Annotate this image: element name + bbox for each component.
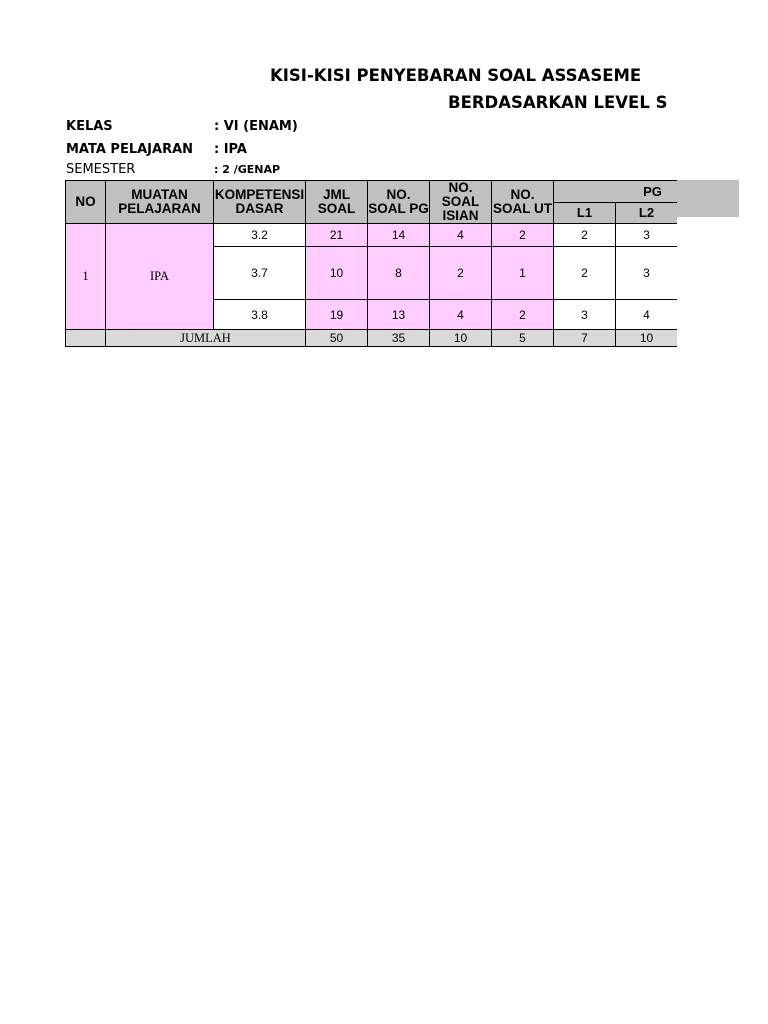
header-kd: KOMPETENSI DASAR bbox=[214, 181, 306, 224]
header-jml: JML SOAL bbox=[306, 181, 368, 224]
header-no: NO bbox=[66, 181, 106, 224]
semester-label: SEMESTER bbox=[66, 162, 136, 177]
mapel-label: MATA PELAJARAN bbox=[66, 142, 194, 157]
table-row bbox=[66, 224, 678, 247]
total-label: JUMLAH bbox=[106, 330, 306, 347]
cell-ut: 2 bbox=[492, 224, 554, 247]
cell-muatan: IPA bbox=[106, 224, 214, 330]
cell-no: 1 bbox=[66, 224, 106, 330]
kisi-kisi-table bbox=[65, 180, 677, 347]
header-ut: NO. SOAL UT bbox=[492, 181, 554, 224]
total-jml: 50 bbox=[306, 330, 368, 347]
total-isian: 10 bbox=[430, 330, 492, 347]
cell-pg: 14 bbox=[368, 224, 430, 247]
cell-kd: 3.8 bbox=[214, 300, 306, 330]
cell-l1: 2 bbox=[554, 247, 616, 300]
cell-kd: 3.2 bbox=[214, 224, 306, 247]
cell-ut: 1 bbox=[492, 247, 554, 300]
cell-ut: 2 bbox=[492, 300, 554, 330]
cell-jml: 21 bbox=[306, 224, 368, 247]
cell-l2: 3 bbox=[616, 224, 678, 247]
cell-l1: 2 bbox=[554, 224, 616, 247]
title-line-2: BERDASARKAN LEVEL S bbox=[448, 93, 668, 112]
cell-pg: 8 bbox=[368, 247, 430, 300]
header-pg-group: PG bbox=[554, 181, 678, 203]
semester-value: : 2 /GENAP bbox=[214, 163, 281, 176]
cell-l2: 4 bbox=[616, 300, 678, 330]
header-isian: NO. SOAL ISIAN bbox=[430, 181, 492, 224]
header-pg: NO. SOAL PG bbox=[368, 181, 430, 224]
cell-jml: 19 bbox=[306, 300, 368, 330]
header-gray-band bbox=[677, 180, 739, 217]
meta-kelas bbox=[66, 119, 298, 134]
cell-isian: 4 bbox=[430, 224, 492, 247]
total-row bbox=[66, 330, 678, 347]
cell-isian: 4 bbox=[430, 300, 492, 330]
header-muatan: MUATAN PELAJARAN bbox=[106, 181, 214, 224]
kelas-label: KELAS bbox=[66, 119, 113, 134]
title-line-1: KISI-KISI PENYEBARAN SOAL ASSASEME bbox=[270, 66, 642, 85]
meta-semester bbox=[66, 162, 280, 177]
total-ut: 5 bbox=[492, 330, 554, 347]
header-l1: L1 bbox=[554, 203, 616, 224]
mapel-value: : IPA bbox=[214, 142, 247, 157]
cell-pg: 13 bbox=[368, 300, 430, 330]
cell-isian: 2 bbox=[430, 247, 492, 300]
kelas-value: : VI (ENAM) bbox=[214, 119, 298, 134]
header-l2: L2 bbox=[616, 203, 678, 224]
total-no-blank bbox=[66, 330, 106, 347]
total-pg: 35 bbox=[368, 330, 430, 347]
total-l1: 7 bbox=[554, 330, 616, 347]
cell-l1: 3 bbox=[554, 300, 616, 330]
meta-mapel bbox=[66, 142, 247, 157]
cell-kd: 3.7 bbox=[214, 247, 306, 300]
cell-l2: 3 bbox=[616, 247, 678, 300]
total-l2: 10 bbox=[616, 330, 678, 347]
cell-jml: 10 bbox=[306, 247, 368, 300]
